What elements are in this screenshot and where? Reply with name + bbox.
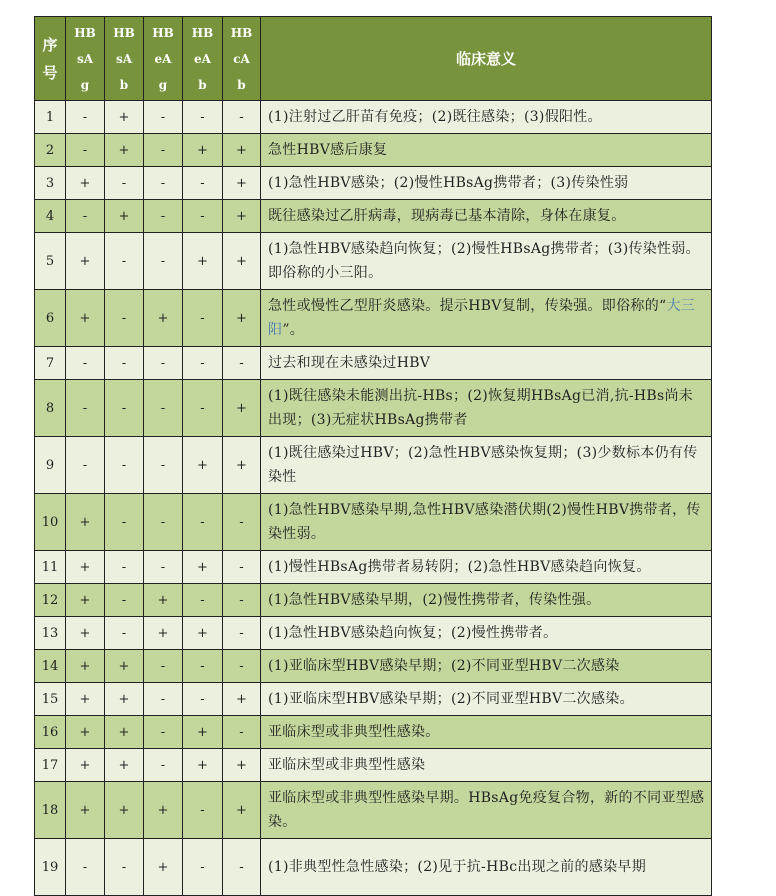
clinical-meaning: 亚临床型或非典型性感染早期。HBsAg免疫复合物，新的不同亚型感染。 — [261, 782, 712, 839]
marker-hbsag: - — [66, 380, 105, 437]
table-row — [35, 650, 712, 683]
marker-hbeag: - — [144, 134, 183, 167]
marker-hbeag: - — [144, 347, 183, 380]
header-index — [35, 17, 66, 101]
marker-hbcab: + — [223, 167, 261, 200]
marker-hbcab: - — [223, 650, 261, 683]
header-hbeag — [144, 17, 183, 101]
marker-hbcab: + — [223, 749, 261, 782]
row-index: 12 — [35, 584, 66, 617]
table-row — [35, 134, 712, 167]
marker-hbcab: + — [223, 782, 261, 839]
marker-hbsag: - — [66, 134, 105, 167]
row-index: 8 — [35, 380, 66, 437]
clinical-meaning: (1)急性HBV感染趋向恢复；(2)慢性HBsAg携带者；(3)传染性弱。即俗称的小三阳。 — [261, 233, 712, 290]
da-san-yang-link[interactable]: 大三阳 — [268, 298, 696, 338]
marker-hbeag: + — [144, 782, 183, 839]
marker-hbsag: + — [66, 290, 105, 347]
header-marker-line: HB — [113, 25, 135, 40]
header-hbsag — [66, 17, 105, 101]
clinical-meaning: (1)既往感染未能测出抗-HBs；(2)恢复期HBsAg已消,抗-HBs尚未出现；(3)无症状HBsAg携带者 — [261, 380, 712, 437]
header-marker-line: HB — [230, 25, 253, 40]
marker-hbcab: - — [223, 716, 261, 749]
marker-hbsab: - — [105, 167, 144, 200]
table-row — [35, 347, 712, 380]
table-row — [35, 494, 712, 551]
clinical-meaning: (1)亚临床型HBV感染早期；(2)不同亚型HBV二次感染。 — [261, 683, 712, 716]
clinical-meaning: (1)非典型性急性感染；(2)见于抗-HBc出现之前的感染早期 — [261, 839, 712, 896]
table-row — [35, 617, 712, 650]
marker-hbeag: - — [144, 749, 183, 782]
row-index: 19 — [35, 839, 66, 896]
clinical-meaning: (1)急性HBV感染趋向恢复；(2)慢性携带者。 — [261, 617, 712, 650]
row-index: 13 — [35, 617, 66, 650]
marker-hbcab: - — [223, 551, 261, 584]
marker-hbcab: + — [223, 380, 261, 437]
header-marker-line: eA — [154, 51, 172, 66]
header-marker-line: HB — [74, 25, 96, 40]
marker-hbeab: + — [183, 716, 223, 749]
marker-hbeag: + — [144, 290, 183, 347]
marker-hbsab: + — [105, 683, 144, 716]
marker-hbcab: - — [223, 101, 261, 134]
marker-hbsab: - — [105, 839, 144, 896]
row-index: 17 — [35, 749, 66, 782]
clinical-meaning: (1)亚临床型HBV感染早期；(2)不同亚型HBV二次感染 — [261, 650, 712, 683]
row-index: 6 — [35, 290, 66, 347]
clinical-meaning: 亚临床型或非典型性感染 — [261, 749, 712, 782]
header-marker-line: g — [80, 77, 90, 92]
marker-hbsag: + — [66, 551, 105, 584]
marker-hbcab: + — [223, 683, 261, 716]
marker-hbeab: - — [183, 101, 223, 134]
marker-hbsag: - — [66, 839, 105, 896]
marker-hbsab: + — [105, 716, 144, 749]
marker-hbsag: + — [66, 749, 105, 782]
marker-hbeab: - — [183, 347, 223, 380]
row-index: 7 — [35, 347, 66, 380]
row-index: 9 — [35, 437, 66, 494]
clinical-meaning: 急性HBV感后康复 — [261, 134, 712, 167]
marker-hbsab: - — [105, 617, 144, 650]
marker-hbsag: + — [66, 782, 105, 839]
marker-hbsag: - — [66, 200, 105, 233]
clinical-meaning: (1)慢性HBsAg携带者易转阴；(2)急性HBV感染趋向恢复。 — [261, 551, 712, 584]
row-index: 2 — [35, 134, 66, 167]
marker-hbeag: + — [144, 839, 183, 896]
clinical-meaning — [261, 290, 712, 347]
row-index: 11 — [35, 551, 66, 584]
header-marker-line: eA — [194, 51, 211, 66]
header-index-line: 序 — [42, 35, 58, 54]
marker-hbsab: + — [105, 782, 144, 839]
marker-hbeag: + — [144, 617, 183, 650]
table-row — [35, 380, 712, 437]
table-row — [35, 584, 712, 617]
clinical-meaning: (1)急性HBV感染早期,急性HBV感染潜伏期(2)慢性HBV携带者，传染性弱。 — [261, 494, 712, 551]
marker-hbeab: - — [183, 494, 223, 551]
marker-hbsag: - — [66, 347, 105, 380]
header-marker-line: b — [119, 77, 129, 92]
marker-hbeab: + — [183, 134, 223, 167]
marker-hbeag: - — [144, 494, 183, 551]
marker-hbeag: - — [144, 233, 183, 290]
marker-hbcab: - — [223, 617, 261, 650]
header-hbcab — [223, 17, 261, 101]
header-marker-line: HB — [191, 25, 214, 40]
header-index-line: 号 — [42, 63, 58, 82]
table-row — [35, 683, 712, 716]
clinical-meaning: (1)急性HBV感染；(2)慢性HBsAg携带者；(3)传染性弱 — [261, 167, 712, 200]
table-row — [35, 782, 712, 839]
marker-hbeag: - — [144, 716, 183, 749]
row-index: 3 — [35, 167, 66, 200]
marker-hbcab: + — [223, 290, 261, 347]
marker-hbcab: + — [223, 200, 261, 233]
clinical-meaning: 既往感染过乙肝病毒，现病毒已基本清除，身体在康复。 — [261, 200, 712, 233]
clinical-meaning: (1)注射过乙肝苗有免疫；(2)既往感染；(3)假阳性。 — [261, 101, 712, 134]
header-marker-line: b — [237, 77, 246, 92]
clinical-meaning: (1)急性HBV感染早期，(2)慢性携带者，传染性强。 — [261, 584, 712, 617]
marker-hbsag: + — [66, 167, 105, 200]
marker-hbsag: + — [66, 584, 105, 617]
row-index: 18 — [35, 782, 66, 839]
marker-hbsab: + — [105, 101, 144, 134]
header-hbeab — [183, 17, 223, 101]
marker-hbeag: - — [144, 650, 183, 683]
marker-hbeab: - — [183, 782, 223, 839]
marker-hbcab: - — [223, 347, 261, 380]
row-index: 5 — [35, 233, 66, 290]
marker-hbsab: - — [105, 380, 144, 437]
marker-hbsab: + — [105, 650, 144, 683]
header-marker-line: HB — [152, 25, 174, 40]
row-index: 15 — [35, 683, 66, 716]
marker-hbsab: - — [105, 494, 144, 551]
table-row — [35, 167, 712, 200]
marker-hbsag: + — [66, 233, 105, 290]
marker-hbeab: + — [183, 551, 223, 584]
marker-hbeag: - — [144, 200, 183, 233]
marker-hbsab: - — [105, 551, 144, 584]
marker-hbsag: + — [66, 683, 105, 716]
marker-hbsab: - — [105, 347, 144, 380]
marker-hbeag: - — [144, 551, 183, 584]
table-row — [35, 437, 712, 494]
table-row — [35, 200, 712, 233]
marker-hbeag: - — [144, 101, 183, 134]
marker-hbeab: - — [183, 200, 223, 233]
table-row — [35, 290, 712, 347]
table-row — [35, 839, 712, 896]
marker-hbsag: - — [66, 437, 105, 494]
marker-hbeab: - — [183, 167, 223, 200]
clinical-meaning: 过去和现在未感染过HBV — [261, 347, 712, 380]
table-row — [35, 233, 712, 290]
marker-hbeab: - — [183, 839, 223, 896]
marker-hbeab: - — [183, 290, 223, 347]
header-marker-line: cA — [233, 51, 250, 66]
marker-hbsab: - — [105, 290, 144, 347]
table-header-row — [35, 17, 712, 101]
marker-hbeab: - — [183, 584, 223, 617]
marker-hbeab: - — [183, 683, 223, 716]
clinical-meaning: 亚临床型或非典型性感染。 — [261, 716, 712, 749]
marker-hbsag: + — [66, 716, 105, 749]
header-marker-line: sA — [115, 51, 133, 66]
marker-hbeag: - — [144, 380, 183, 437]
marker-hbeab: - — [183, 380, 223, 437]
marker-hbsag: + — [66, 617, 105, 650]
row-index: 1 — [35, 101, 66, 134]
clinical-meaning: (1)既往感染过HBV；(2)急性HBV感染恢复期；(3)少数标本仍有传染性 — [261, 437, 712, 494]
marker-hbsab: - — [105, 437, 144, 494]
row-index: 10 — [35, 494, 66, 551]
marker-hbeab: + — [183, 749, 223, 782]
meaning-text: ”。 — [282, 322, 305, 338]
marker-hbcab: - — [223, 839, 261, 896]
marker-hbeag: - — [144, 437, 183, 494]
meaning-text: 急性或慢性乙型肝炎感染。提示HBV复制，传染强。即俗称的“ — [268, 298, 667, 314]
marker-hbsag: - — [66, 101, 105, 134]
table-row — [35, 551, 712, 584]
table-row — [35, 716, 712, 749]
header-hbsab — [105, 17, 144, 101]
row-index: 4 — [35, 200, 66, 233]
marker-hbsag: + — [66, 650, 105, 683]
row-index: 16 — [35, 716, 66, 749]
marker-hbcab: - — [223, 584, 261, 617]
hbv-marker-table — [34, 16, 712, 896]
marker-hbsab: - — [105, 584, 144, 617]
marker-hbsag: + — [66, 494, 105, 551]
marker-hbcab: + — [223, 233, 261, 290]
marker-hbcab: + — [223, 437, 261, 494]
marker-hbeab: - — [183, 650, 223, 683]
table-row — [35, 101, 712, 134]
marker-hbeab: + — [183, 617, 223, 650]
row-index: 14 — [35, 650, 66, 683]
marker-hbsab: + — [105, 200, 144, 233]
header-clinical-meaning: 临床意义 — [261, 17, 712, 101]
marker-hbcab: + — [223, 134, 261, 167]
table-row — [35, 749, 712, 782]
marker-hbeab: + — [183, 437, 223, 494]
header-marker-line: b — [198, 77, 207, 92]
header-marker-line: sA — [76, 51, 94, 66]
marker-hbeag: - — [144, 683, 183, 716]
marker-hbeag: - — [144, 167, 183, 200]
marker-hbeab: + — [183, 233, 223, 290]
marker-hbsab: - — [105, 233, 144, 290]
marker-hbcab: - — [223, 494, 261, 551]
marker-hbsab: + — [105, 134, 144, 167]
header-marker-line: g — [158, 77, 168, 92]
marker-hbsab: + — [105, 749, 144, 782]
marker-hbeag: + — [144, 584, 183, 617]
